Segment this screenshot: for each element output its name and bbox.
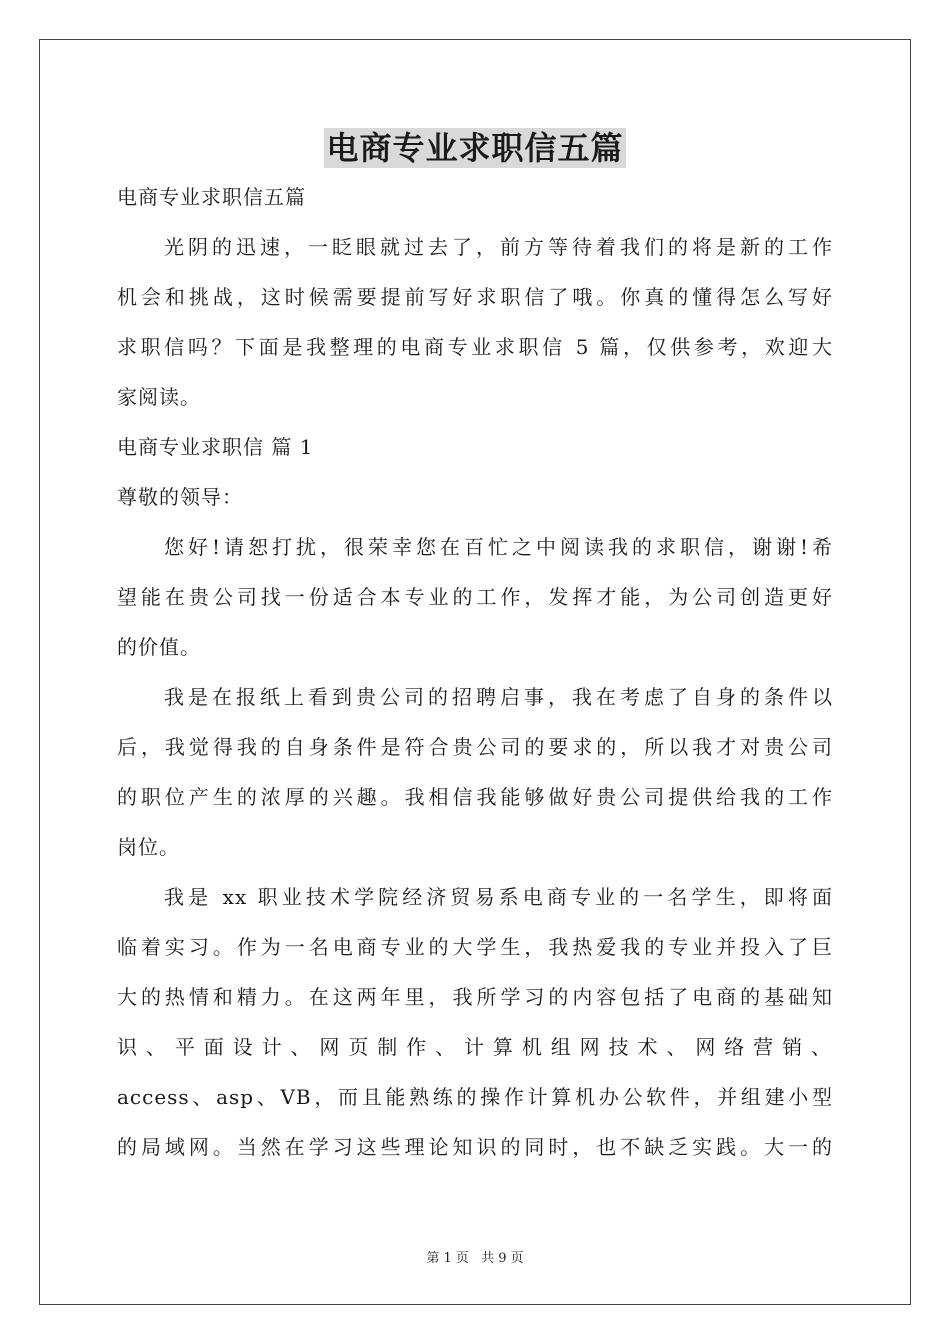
text-line: 光阴的迅速，一眨眼就过去了，前方等待着我们的将是新的工作 xyxy=(164,235,833,259)
text-line: 电商专业求职信五篇 xyxy=(117,185,306,209)
text-line: 您好!请恕打扰，很荣幸您在百忙之中阅读我的求职信，谢谢!希 xyxy=(164,535,833,559)
text-line: access、asp、VB，而且能熟练的操作计算机办公软件，并组建小型 xyxy=(117,1085,833,1109)
document-body xyxy=(117,172,833,1172)
text-line: 的价值。 xyxy=(117,635,201,659)
text-line: 求职信吗？下面是我整理的电商专业求职信 5 篇，仅供参考，欢迎大 xyxy=(117,335,833,359)
text-line: 家阅读。 xyxy=(117,385,201,409)
text-line: 机会和挑战，这时候需要提前写好求职信了哦。你真的懂得怎么写好 xyxy=(117,285,833,309)
title-container xyxy=(0,128,950,168)
text-line: 的职位产生的浓厚的兴趣。我相信我能够做好贵公司提供给我的工作 xyxy=(117,785,833,809)
text-line: 电商专业求职信 篇 1 xyxy=(117,435,314,459)
text-line: 望能在贵公司找一份适合本专业的工作，发挥才能，为公司创造更好 xyxy=(117,585,833,609)
text-line: 我是 xx 职业技术学院经济贸易系电商专业的一名学生，即将面 xyxy=(164,885,833,909)
text-line: 的局域网。当然在学习这些理论知识的同时，也不缺乏实践。大一的 xyxy=(117,1135,833,1159)
text-line: 我是在报纸上看到贵公司的招聘启事，我在考虑了自身的条件以 xyxy=(164,685,833,709)
text-line: 岗位。 xyxy=(117,835,180,859)
document-title: 电商专业求职信五篇 xyxy=(326,129,624,167)
page-number: 第 1 页 xyxy=(426,1251,469,1266)
page-total: 共 9 页 xyxy=(481,1251,524,1266)
text-line: 临着实习。作为一名电商专业的大学生，我热爱我的专业并投入了巨 xyxy=(117,935,833,959)
text-line: 识、平面设计、网页制作、计算机组网技术、网络营销、 xyxy=(117,1035,833,1059)
page-footer xyxy=(0,1247,950,1266)
text-line: 尊敬的领导： xyxy=(117,485,243,509)
text-line: 大的热情和精力。在这两年里，我所学习的内容包括了电商的基础知 xyxy=(117,985,833,1009)
text-line: 后，我觉得我的自身条件是符合贵公司的要求的，所以我才对贵公司 xyxy=(117,735,833,759)
